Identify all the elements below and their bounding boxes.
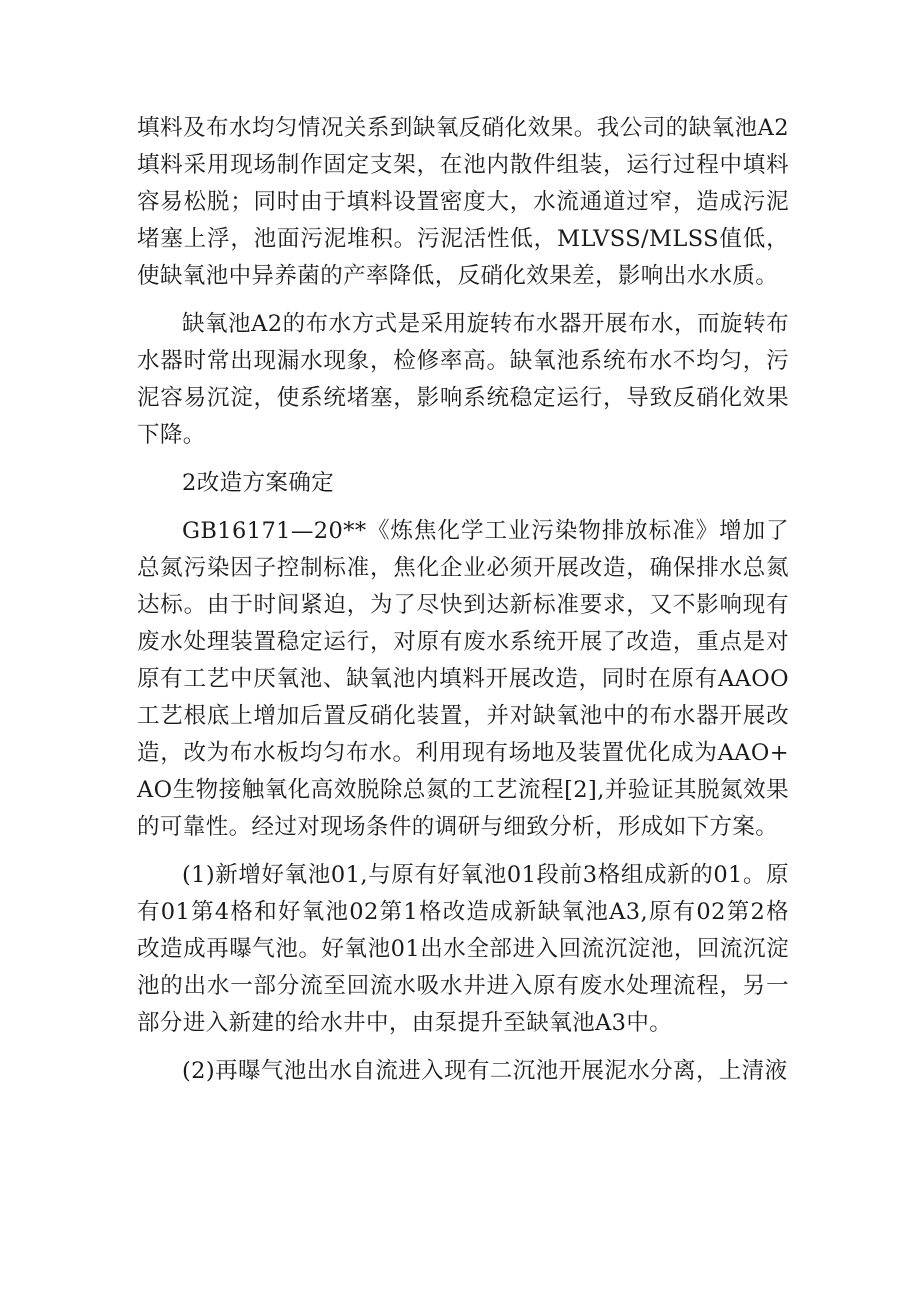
document-body (137, 110, 789, 1101)
paragraph-filler-distribution: 填料及布水均匀情况关系到缺氧反硝化效果。我公司的缺氧池A2填料采用现场制作固定支架，在池内散件组装，运行过程中填料容易松脱；同时由于填料设置密度大，水流通道过窄，造成污泥堵塞上浮，池面污泥堆积。污泥活性低，MLVSS/MLSS值低，使缺氧池中异养菌的产率降低，反硝化效果差，影响出水水质。 (137, 115, 789, 289)
paragraph-item-1: (1)新增好氧池01,与原有好氧池01段前3格组成新的01。原有01第4格和好氧池02第1格改造成新缺氧池A3,原有02第2格改造成再曝气池。好氧池01出水全部进入回流沉淀池，回流沉淀池的出水一部分流至回流水吸水井进入原有废水处理流程，另一部分进入新建的给水井中，由泵提升至缺氧池A3中。 (137, 862, 789, 1036)
section-heading: 2改造方案确定 (182, 470, 335, 496)
paragraph-water-distribution: 缺氧池A2的布水方式是采用旋转布水器开展布水，而旋转布水器时常出现漏水现象，检修率高。缺氧池系统布水不均匀，污泥容易沉淀，使系统堵塞，影响系统稳定运行，导致反硝化效果下降。 (137, 311, 789, 448)
paragraph-standard-upgrade: GB16171—20**《炼焦化学工业污染物排放标准》增加了总氮污染因子控制标准，焦化企业必须开展改造，确保排水总氮达标。由于时间紧迫，为了尽快到达新标准要求，又不影响现有废水处理装置稳定运行，对原有废水系统开展了改造，重点是对原有工艺中厌氧池、缺氧池内填料开展改造，同时在原有AAOO工艺根底上增加后置反硝化装置，并对缺氧池中的布水器开展改造，改为布水板均匀布水。利用现有场地及装置优化成为AAO+AO生物接触氧化高效脱除总氮的工艺流程[2],并验证其脱氮效果的可靠性。经过对现场条件的调研与细致分析，形成如下方案。 (137, 518, 789, 840)
paragraph-item-2: (2)再曝气池出水自流进入现有二沉池开展泥水分离，上清液 (182, 1058, 788, 1084)
